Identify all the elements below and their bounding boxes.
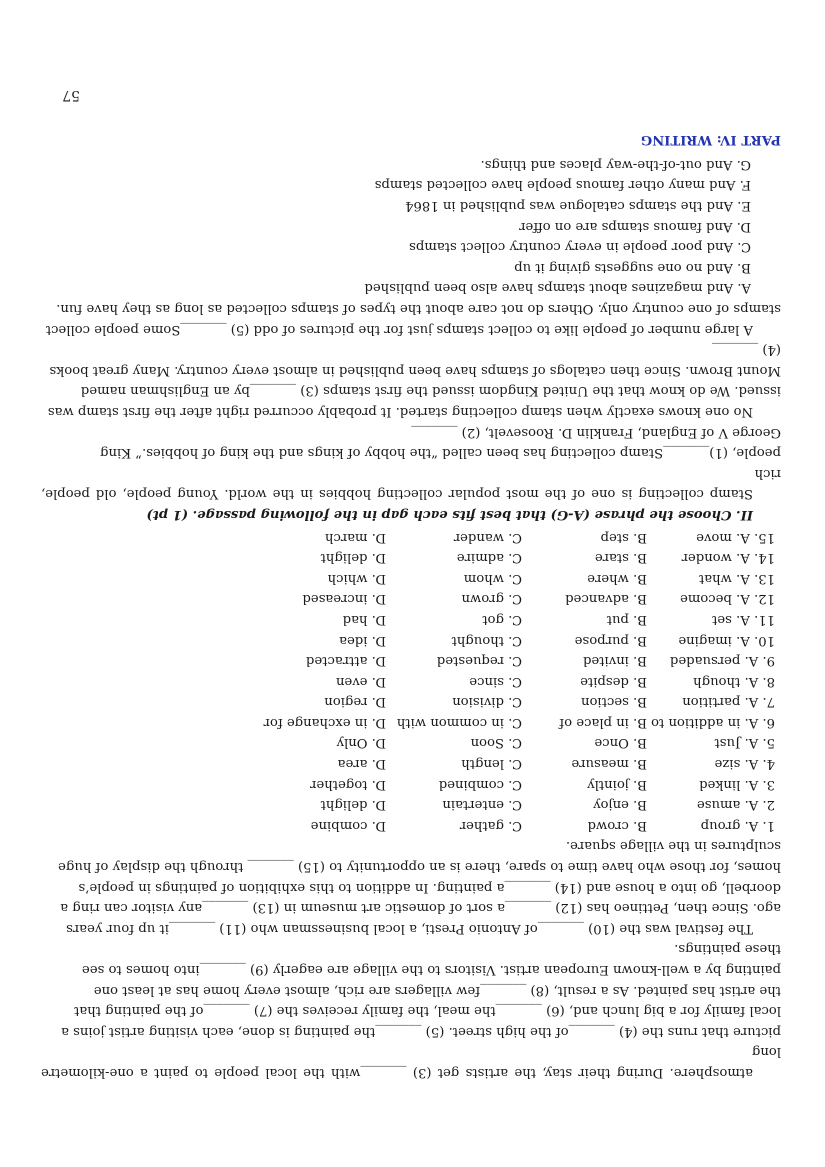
phrase-choices	[41, 153, 781, 297]
option-c: C. whom	[463, 570, 522, 586]
option-b: B. purpose	[574, 632, 647, 648]
option-b: B. section	[581, 694, 647, 710]
passage-line: painting by a well-known European artist. Visitors to the village are eagerly (9) _______into homes to see	[81, 962, 781, 978]
option-c: C. entertain	[442, 797, 522, 813]
option-d: D. march	[324, 529, 386, 545]
option-a: 12. A. become	[680, 591, 775, 607]
option-row-9	[41, 650, 781, 671]
option-b: B. despite	[580, 673, 647, 689]
choice-a: A. And magazines about stamps have also been published	[364, 280, 751, 296]
option-c: C. combined	[438, 776, 522, 792]
option-b: B. put	[606, 611, 647, 627]
passage-line: atmosphere. During their stay, the artists get (3) _______with the local people to paint a one-kilometre long	[41, 1044, 781, 1080]
passage-line: The festival was the (10) _______of Antonio Presti, a local businessman who (11) _______it up four years	[66, 920, 753, 936]
choice-f: F. And many other famous people have collected stamps	[374, 177, 751, 193]
stamp-passage	[41, 297, 781, 503]
option-c: C. grown	[461, 591, 522, 607]
passage-line: Stamp collecting is one of the most popular collecting hobbies in the world. Young people, old people, rich	[41, 465, 781, 502]
passage-line: Mount Brown. Since then catalogs of stamps have been published in almost every country. Many great books	[49, 362, 781, 378]
option-c: C. division	[452, 694, 522, 710]
option-a: 11. A. set	[712, 611, 775, 627]
option-c: C. requested	[436, 653, 522, 669]
option-d: D. delight	[320, 797, 386, 813]
content	[41, 129, 781, 1082]
passage-line: issued. We do know that the United Kingdom issued the first stamps (3) _______by an Englishman named	[80, 383, 781, 399]
passage-line: No one knows exactly when stamp collecting started. It probably occurred right after the first stamp was	[47, 404, 753, 419]
option-row-13	[41, 567, 781, 588]
option-a: 6. A. in addition to	[651, 714, 775, 730]
passage-paragraph-2	[41, 835, 781, 938]
option-a: 14. A. wonder	[681, 550, 775, 566]
choice-c: C. And poor people in every country collect stamps	[409, 239, 751, 255]
option-b: B. advanced	[565, 591, 647, 607]
option-a: 4. A. size	[714, 756, 775, 772]
option-a: 8. A. though	[693, 673, 775, 689]
option-b: B. in place of	[559, 714, 647, 730]
option-a: 13. A. what	[698, 570, 775, 586]
option-a: 9. A. persuaded	[669, 653, 775, 669]
option-row-7	[41, 691, 781, 712]
passage-line: sculptures in the village square.	[565, 838, 781, 854]
option-b: B. Once	[594, 735, 647, 751]
passage-line: (4) _______	[711, 342, 781, 358]
passage-line: local family for a big lunch and, (6) _______the meal, the family receives the (7) _______of the painting that	[74, 1003, 781, 1019]
option-row-4	[41, 753, 781, 774]
option-b: B. enjoy	[593, 797, 647, 813]
option-b: B. where	[587, 570, 647, 586]
option-b: B. stare	[594, 550, 647, 566]
option-d: D. together	[310, 776, 386, 792]
option-d: D. which	[327, 570, 386, 586]
option-c: C. gather	[459, 817, 522, 833]
page-number: 57	[62, 87, 80, 103]
choice-g: G. And out-of-the-way places and things.	[480, 156, 751, 172]
option-d: D. increased	[302, 591, 386, 607]
option-c: C. since	[469, 673, 522, 689]
option-d: D. even	[335, 673, 386, 689]
option-c: C. in common with	[396, 714, 522, 730]
option-a: 15. A. move	[696, 529, 775, 545]
option-row-14	[41, 547, 781, 568]
passage-line: these paintings.	[674, 941, 781, 957]
option-d: D. region	[324, 694, 386, 710]
option-c: C. wander	[453, 529, 522, 545]
passage-line: picture that runs the (4) _______of the high street. (5) _______the painting is done, each visiting artist joins a	[61, 1023, 781, 1039]
option-b: B. step	[600, 529, 647, 545]
option-row-2	[41, 794, 781, 815]
option-d: D. in exchange for	[263, 714, 386, 730]
option-a: 2. A. amuse	[696, 797, 775, 813]
passage-line: people, (1)_______Stamp collecting has been called “the hobby of kings and the king of hobbies.” King	[100, 445, 781, 461]
passage-line: A large number of people like to collect stamps just for the pictures of odd (5) _______Some people collect	[45, 321, 753, 337]
choice-d: D. And famous stamps are on offer	[519, 218, 751, 234]
answer-options	[41, 526, 781, 835]
option-row-15	[41, 526, 781, 547]
option-b: B. crowd	[587, 817, 647, 833]
option-row-3	[41, 773, 781, 794]
option-b: B. invited	[583, 653, 647, 669]
option-row-10	[41, 629, 781, 650]
option-c: C. thought	[451, 632, 522, 648]
option-a: 5. A. Just	[714, 735, 775, 751]
option-c: C. got	[482, 611, 522, 627]
option-row-12	[41, 588, 781, 609]
option-b: B. jointly	[587, 776, 647, 792]
option-d: D. had	[342, 611, 386, 627]
passage-line: George V of England, Franklin D. Roosevelt, (2) _______	[411, 424, 781, 440]
passage-line: stamps of one country only. Others do not care about the types of stamps collected as long as they have fun.	[56, 301, 781, 317]
option-a: 1. A. group	[700, 817, 775, 833]
option-a: 7. A. partition	[682, 694, 775, 710]
option-row-6	[41, 711, 781, 732]
option-c: C. Soon	[470, 735, 522, 751]
option-c: C. length	[461, 756, 522, 772]
option-a: 10. A. imagine	[678, 632, 775, 648]
choice-b: B. And no one suggests giving it up	[514, 259, 751, 275]
passage-line: the artist has painted. As a result, (8) _______few villagers are rich, almost every home has at least one	[93, 982, 781, 998]
part-title: PART IV: WRITING	[640, 132, 781, 148]
section-heading: II. Choose the phrase (A-G) that best fits each gap in the following passage. (1 pt)	[146, 506, 753, 522]
option-d: D. idea	[339, 632, 386, 648]
choice-e: E. And the stamps catalogue was published in 1864	[405, 198, 751, 214]
passage-paragraph-1	[41, 938, 781, 1082]
option-row-1	[41, 814, 781, 835]
option-d: D. combine	[310, 817, 386, 833]
passage-line: doorbell, go into a house and (14) _______a painting. In addition to this exhibition of paintings in people’s	[78, 879, 781, 895]
option-row-8	[41, 670, 781, 691]
option-d: D. delight	[320, 550, 386, 566]
option-c: C. admire	[456, 550, 522, 566]
passage-line: homes, for those who have time to spare, there is an opportunity to (15) _______ through the display of huge	[58, 859, 781, 875]
option-d: D. attracted	[305, 653, 386, 669]
option-d: D. area	[337, 756, 386, 772]
option-d: D. Only	[336, 735, 386, 751]
option-row-5	[41, 732, 781, 753]
option-b: B. measure	[571, 756, 647, 772]
passage-line: ago. Since then, Pettineo has (12) _______a sort of domestic art museum in (13) _______any visitor can ring a	[60, 900, 781, 916]
option-a: 3. A. linked	[699, 776, 775, 792]
option-row-11	[41, 608, 781, 629]
